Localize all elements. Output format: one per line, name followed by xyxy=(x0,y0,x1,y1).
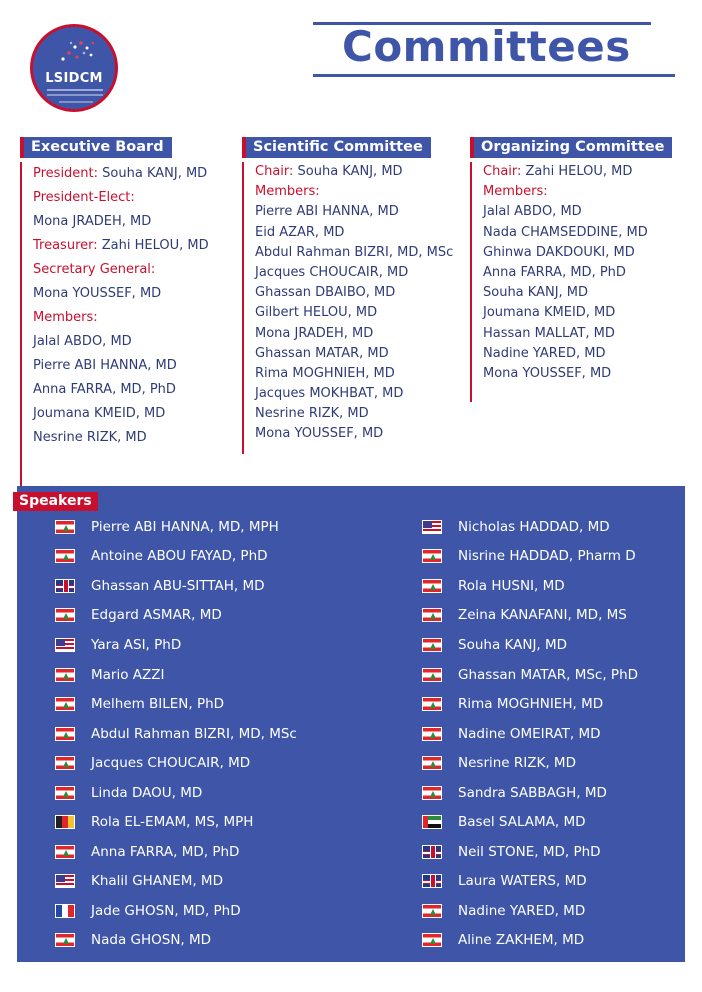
committee-member-line xyxy=(255,364,453,384)
committee-member-line xyxy=(255,424,453,444)
committee-member-line xyxy=(255,384,453,404)
speaker-name: Neil STONE, MD, PhD xyxy=(458,843,601,860)
member-name: Joumana KMEID, MD xyxy=(33,406,166,421)
committee-member-line xyxy=(483,263,672,283)
committee-member-line xyxy=(483,324,672,344)
speaker-name: Yara ASI, PhD xyxy=(91,636,182,653)
usa-flag-icon xyxy=(55,638,75,652)
speaker-name: Souha KANJ, MD xyxy=(458,636,568,653)
speaker-name: Rola HUSNI, MD xyxy=(458,577,565,594)
committee-member-line xyxy=(33,330,209,354)
committee-member-line xyxy=(255,303,453,323)
lebanon-flag-icon xyxy=(422,933,442,947)
committee-member-line xyxy=(483,303,672,323)
speaker-name: Anna FARRA, MD, PhD xyxy=(91,843,240,860)
role-label: Members: xyxy=(255,184,320,200)
member-name: Pierre ABI HANNA, MD xyxy=(33,358,177,373)
member-name: Zahi HELOU, MD xyxy=(521,164,633,179)
speaker-item xyxy=(55,896,297,926)
member-name: Pierre ABI HANNA, MD xyxy=(255,204,399,220)
speaker-item xyxy=(55,807,297,837)
speaker-name: Rola EL-EMAM, MS, MPH xyxy=(91,814,254,831)
member-name: Gilbert HELOU, MD xyxy=(255,305,378,321)
member-name: Mona YOUSSEF, MD xyxy=(255,426,384,442)
lebanon-flag-icon xyxy=(55,756,75,770)
member-name: Mona YOUSSEF, MD xyxy=(483,365,612,381)
speaker-item xyxy=(422,601,638,631)
speaker-item xyxy=(422,512,638,542)
lebanon-flag-icon xyxy=(422,668,442,682)
committee-member-line xyxy=(33,282,209,306)
committee-member-line xyxy=(255,404,453,424)
scientific-committee-header: Scientific Committee xyxy=(242,137,431,158)
member-name: Jacques MOKHBAT, MD xyxy=(255,386,404,402)
lebanon-flag-icon xyxy=(55,933,75,947)
speakers-right-column xyxy=(422,512,638,955)
speaker-item xyxy=(55,926,297,956)
committee-member-line xyxy=(33,378,209,402)
role-label: Treasurer: xyxy=(33,238,98,253)
member-name: Ghinwa DAKDOUKI, MD xyxy=(483,244,635,260)
scientific-committee-list xyxy=(242,162,453,454)
committee-member-line xyxy=(255,324,453,344)
role-label: Chair: xyxy=(255,164,294,179)
speaker-name: Nicholas HADDAD, MD xyxy=(458,518,610,535)
lebanon-flag-icon xyxy=(422,786,442,800)
page-title: Committees xyxy=(342,22,631,71)
member-name: Ghassan MATAR, MD xyxy=(255,345,389,361)
member-name: Rima MOGHNIEH, MD xyxy=(255,365,395,381)
speaker-name: Nadine OMEIRAT, MD xyxy=(458,725,601,742)
member-name: Nesrine RIZK, MD xyxy=(255,406,369,422)
speaker-item xyxy=(55,601,297,631)
member-name: Nesrine RIZK, MD xyxy=(33,430,147,445)
speaker-item xyxy=(55,837,297,867)
member-name: Souha KANJ, MD xyxy=(483,285,589,301)
committee-member-line xyxy=(255,344,453,364)
role-label: Members: xyxy=(33,310,98,325)
speaker-name: Jade GHOSN, MD, PhD xyxy=(91,902,241,919)
lebanon-flag-icon xyxy=(55,668,75,682)
committee-role-line xyxy=(255,182,453,202)
usa-flag-icon xyxy=(55,874,75,888)
speaker-name: Ghassan MATAR, MSc, PhD xyxy=(458,666,639,683)
executive-board-header: Executive Board xyxy=(20,137,172,158)
member-name: Nadine YARED, MD xyxy=(483,345,606,361)
committee-role-line xyxy=(33,306,209,330)
executive-board-list xyxy=(20,162,209,492)
speaker-item xyxy=(55,542,297,572)
speaker-name: Sandra SABBAGH, MD xyxy=(458,784,607,801)
member-name: Eid AZAR, MD xyxy=(255,224,345,240)
speaker-name: Basel SALAMA, MD xyxy=(458,814,586,831)
logo-tagline-line xyxy=(47,94,103,96)
lebanon-flag-icon xyxy=(55,549,75,563)
member-name: Zahi HELOU, MD xyxy=(97,238,209,253)
speaker-item xyxy=(422,807,638,837)
speaker-name: Nada GHOSN, MD xyxy=(91,932,212,949)
lebanon-flag-icon xyxy=(422,727,442,741)
lebanon-flag-icon xyxy=(55,697,75,711)
speaker-name: Linda DAOU, MD xyxy=(91,784,203,801)
lebanon-flag-icon xyxy=(422,697,442,711)
member-name: Anna FARRA, MD, PhD xyxy=(483,264,626,280)
speaker-name: Khalil GHANEM, MD xyxy=(91,873,223,890)
speaker-name: Ghassan ABU-SITTAH, MD xyxy=(91,577,265,594)
committee-role-line xyxy=(33,186,209,210)
lebanon-flag-icon xyxy=(422,638,442,652)
role-label: Members: xyxy=(483,184,548,200)
committee-role-line xyxy=(33,234,209,258)
member-name: Ghassan DBAIBO, MD xyxy=(255,285,396,301)
committee-member-line xyxy=(255,202,453,222)
usa-flag-icon xyxy=(422,520,442,534)
committee-member-line xyxy=(483,344,672,364)
speaker-item xyxy=(55,689,297,719)
committee-role-line xyxy=(483,162,672,182)
committee-role-line xyxy=(33,258,209,282)
lebanon-flag-icon xyxy=(422,549,442,563)
logo-abbreviation: LSIDCM xyxy=(45,71,103,86)
role-label: Chair: xyxy=(483,164,522,179)
committee-member-line xyxy=(255,283,453,303)
member-name: Mona JRADEH, MD xyxy=(255,325,374,341)
speaker-item xyxy=(55,867,297,897)
member-name: Jalal ABDO, MD xyxy=(483,204,582,220)
speaker-item xyxy=(55,778,297,808)
member-name: Anna FARRA, MD, PhD xyxy=(33,382,176,397)
speaker-item xyxy=(55,748,297,778)
committee-member-line xyxy=(483,243,672,263)
lebanon-flag-icon xyxy=(422,579,442,593)
member-name: Nada CHAMSEDDINE, MD xyxy=(483,224,648,240)
committee-member-line xyxy=(483,364,672,384)
member-name: Jacques CHOUCAIR, MD xyxy=(255,264,409,280)
committee-member-line xyxy=(483,283,672,303)
speaker-item xyxy=(422,748,638,778)
member-name: Abdul Rahman BIZRI, MD, MSc xyxy=(255,244,454,260)
lebanon-flag-icon xyxy=(422,608,442,622)
speaker-name: Edgard ASMAR, MD xyxy=(91,607,222,624)
committee-role-line xyxy=(483,182,672,202)
speaker-name: Pierre ABI HANNA, MD, MPH xyxy=(91,518,279,535)
committee-member-line xyxy=(33,402,209,426)
speaker-item xyxy=(55,719,297,749)
uae-flag-icon xyxy=(422,815,442,829)
committee-role-line xyxy=(33,162,209,186)
member-name: Joumana KMEID, MD xyxy=(483,305,616,321)
speaker-name: Mario AZZI xyxy=(91,666,165,683)
member-name: Jalal ABDO, MD xyxy=(33,334,132,349)
committee-member-line xyxy=(483,223,672,243)
speaker-name: Laura WATERS, MD xyxy=(458,873,587,890)
member-name: Souha KANJ, MD xyxy=(98,166,208,181)
speakers-left-column xyxy=(55,512,297,955)
speaker-name: Melhem BILEN, PhD xyxy=(91,696,225,713)
speaker-name: Jacques CHOUCAIR, MD xyxy=(91,755,251,772)
speaker-name: Nesrine RIZK, MD xyxy=(458,755,576,772)
role-label: President: xyxy=(33,166,99,181)
lebanon-flag-icon xyxy=(55,845,75,859)
speaker-item xyxy=(422,542,638,572)
speaker-name: Rima MOGHNIEH, MD xyxy=(458,696,604,713)
member-name: Souha KANJ, MD xyxy=(293,164,403,179)
speaker-name: Zeina KANAFANI, MD, MS xyxy=(458,607,627,624)
committee-member-line xyxy=(33,210,209,234)
speaker-item xyxy=(422,630,638,660)
lebanon-flag-icon xyxy=(55,520,75,534)
speaker-item xyxy=(422,719,638,749)
member-name: Hassan MALLAT, MD xyxy=(483,325,615,341)
member-name: Mona JRADEH, MD xyxy=(33,214,152,229)
speaker-name: Nisrine HADDAD, Pharm D xyxy=(458,548,636,565)
speaker-item xyxy=(422,867,638,897)
speakers-header: Speakers xyxy=(13,492,98,511)
lebanon-flag-icon xyxy=(55,786,75,800)
organizing-committee-section xyxy=(470,136,672,402)
committee-member-line xyxy=(255,263,453,283)
speaker-name: Aline ZAKHEM, MD xyxy=(458,932,585,949)
speaker-item xyxy=(422,778,638,808)
committee-member-line xyxy=(483,202,672,222)
speaker-item xyxy=(422,896,638,926)
organizing-committee-list xyxy=(470,162,672,402)
france-flag-icon xyxy=(55,904,75,918)
speaker-name: Nadine YARED, MD xyxy=(458,902,586,919)
uk-flag-icon xyxy=(422,874,442,888)
logo-tagline-line xyxy=(47,89,103,91)
role-label: Secretary General: xyxy=(33,262,156,277)
speaker-item xyxy=(55,512,297,542)
speaker-item xyxy=(422,837,638,867)
title-rule-bottom xyxy=(313,74,675,77)
scientific-committee-section xyxy=(242,136,453,454)
committee-member-line xyxy=(255,223,453,243)
speaker-item xyxy=(422,571,638,601)
speaker-item xyxy=(55,630,297,660)
speaker-item xyxy=(422,926,638,956)
committee-member-line xyxy=(33,426,209,450)
uk-flag-icon xyxy=(55,579,75,593)
lebanon-flag-icon xyxy=(422,904,442,918)
logo-tagline-line xyxy=(59,101,93,103)
speaker-item xyxy=(422,689,638,719)
speaker-name: Antoine ABOU FAYAD, PhD xyxy=(91,548,268,565)
organizing-committee-header: Organizing Committee xyxy=(470,137,672,158)
society-logo xyxy=(30,24,118,112)
role-label: President-Elect: xyxy=(33,190,135,205)
germany-flag-icon xyxy=(55,815,75,829)
speaker-item xyxy=(422,660,638,690)
uk-flag-icon xyxy=(422,845,442,859)
committee-member-line xyxy=(255,243,453,263)
lebanon-flag-icon xyxy=(55,608,75,622)
committee-member-line xyxy=(33,354,209,378)
lebanon-flag-icon xyxy=(55,727,75,741)
speaker-name: Abdul Rahman BIZRI, MD, MSc xyxy=(91,725,297,742)
speaker-item xyxy=(55,571,297,601)
speaker-item xyxy=(55,660,297,690)
lebanon-flag-icon xyxy=(422,756,442,770)
committee-role-line xyxy=(255,162,453,182)
network-dots-icon xyxy=(57,39,97,65)
member-name: Mona YOUSSEF, MD xyxy=(33,286,162,301)
executive-board-section xyxy=(20,136,209,492)
